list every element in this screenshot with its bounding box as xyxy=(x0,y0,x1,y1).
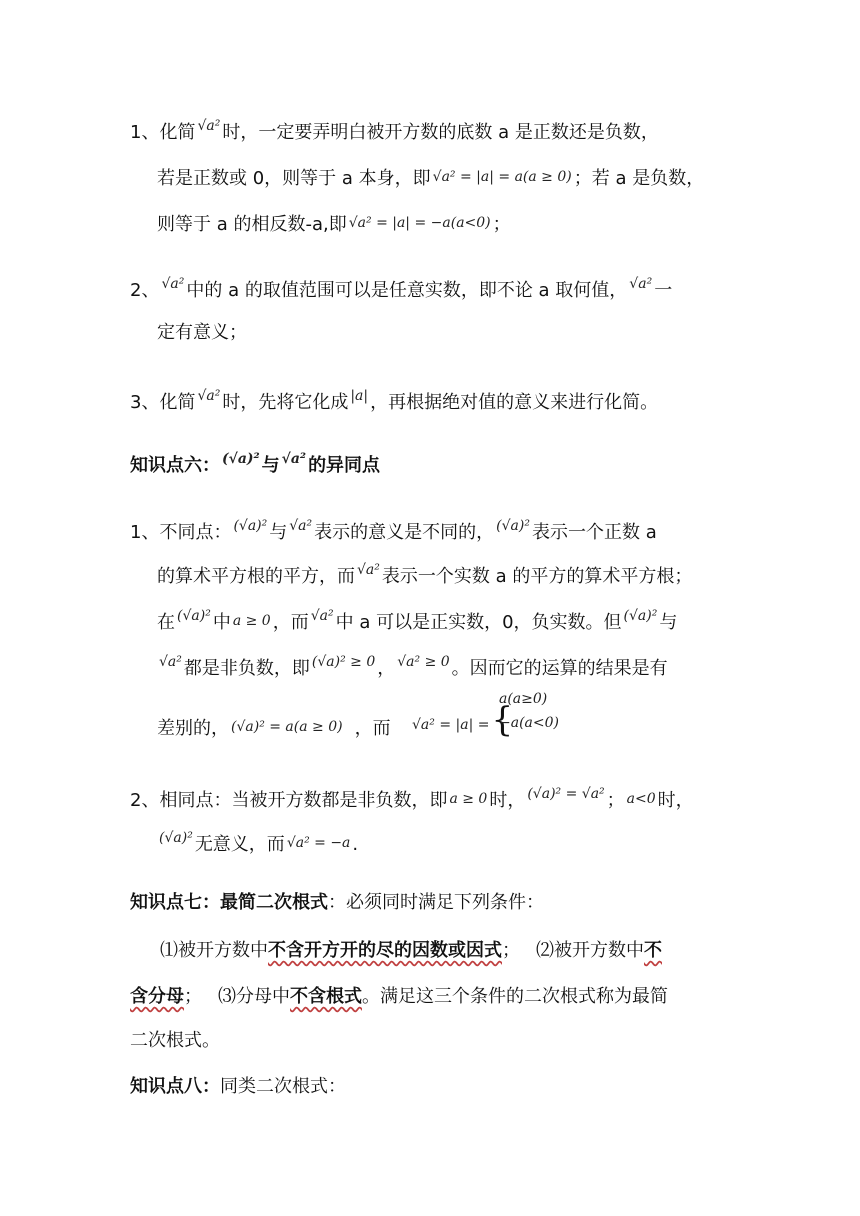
section-heading-8 xyxy=(130,1076,346,1098)
text: 。因而它的运算的结果是有 xyxy=(451,658,668,679)
text: 一 xyxy=(654,280,673,301)
text: ⑵被开方数中 xyxy=(536,940,644,961)
text: ； xyxy=(492,214,511,235)
text: 含分母 xyxy=(130,986,184,1007)
text: 的异同点 xyxy=(308,455,381,476)
text: 知识点六： xyxy=(130,455,220,476)
formula: (√a)² xyxy=(159,830,193,846)
text: ；若 a 是负数， xyxy=(573,168,705,189)
point1-line2 xyxy=(157,168,704,190)
formula: (√a)² = a(a ≥ 0) xyxy=(231,719,343,735)
text: 时，一定要弄明白被开方数的底数 a 是正数还是负数， xyxy=(222,122,659,143)
point3-line1 xyxy=(130,388,658,414)
text: ，而 xyxy=(272,612,309,633)
text: ：必须同时满足下列条件： xyxy=(328,892,544,913)
section-heading-7 xyxy=(130,892,544,914)
text: 1、不同点： xyxy=(130,522,232,543)
text: 定有意义； xyxy=(157,322,247,343)
formula: √a² xyxy=(197,388,221,404)
formula: (√a)² xyxy=(233,518,268,534)
text: 表示一个正数 a xyxy=(531,522,657,543)
formula: a ≥ 0 xyxy=(232,613,271,629)
formula: √a² xyxy=(281,451,307,467)
formula: √a² xyxy=(159,654,182,670)
text: 的算术平方根的平方，而 xyxy=(157,566,355,587)
text: 表示一个实数 a 的平方的算术平方根； xyxy=(381,566,693,587)
formula: a<0 xyxy=(626,791,656,807)
text: 在 xyxy=(157,612,175,633)
text: 1、化简 xyxy=(130,122,196,143)
formula: √a² xyxy=(310,608,334,624)
formula: √a² = |a| = xyxy=(412,717,490,733)
difference-line5 xyxy=(157,718,391,740)
text: 最简二次根式 xyxy=(220,892,328,913)
point1-line1 xyxy=(130,118,659,144)
piecewise-case2 xyxy=(497,714,561,736)
text: ⑴被开方数中 xyxy=(160,940,268,961)
difference-line2 xyxy=(157,562,692,588)
formula: a ≥ 0 xyxy=(449,791,488,807)
difference-line4 xyxy=(157,654,668,680)
text: 则等于 a 的相反数-a,即 xyxy=(157,214,347,235)
text: 2、相同点：当被开方数都是非负数，即 xyxy=(130,790,448,811)
formula: (√a)² xyxy=(222,451,260,467)
formula: √a² xyxy=(161,276,185,292)
text: 不含开方开的尽的因数或因式 xyxy=(268,940,502,961)
text: 时， xyxy=(657,790,694,811)
text: 与 xyxy=(659,612,678,633)
formula: |a| xyxy=(350,388,369,404)
text: 2、 xyxy=(130,280,160,301)
point2-line1 xyxy=(130,276,672,302)
text: 都是非负数，即 xyxy=(183,658,310,679)
text: 不含根式 xyxy=(290,986,362,1007)
formula: (√a)² xyxy=(496,518,530,534)
text: 与 xyxy=(261,455,280,476)
formula: −a(a<0) xyxy=(499,715,559,731)
formula: √a² xyxy=(629,276,653,292)
text: ； xyxy=(606,790,625,811)
text: 若是正数或 0，则等于 a 本身，即 xyxy=(157,168,431,189)
text: ； xyxy=(184,986,202,1007)
section-heading-6 xyxy=(130,451,380,477)
formula: √a² xyxy=(289,518,313,534)
text: 差别的， xyxy=(157,718,229,739)
text: ⑶分母中 xyxy=(218,986,290,1007)
text: 。满足这三个条件的二次根式称为最简 xyxy=(362,986,668,1007)
conditions-line2 xyxy=(130,986,668,1008)
conditions-line1 xyxy=(160,940,662,962)
text: . xyxy=(352,834,359,855)
difference-line3 xyxy=(157,608,677,634)
text: 同类二次根式： xyxy=(220,1076,346,1097)
text: 表示的意义是不同的， xyxy=(314,522,495,543)
formula: √a² ≥ 0 xyxy=(397,654,450,670)
formula: √a² = −a xyxy=(286,835,351,851)
text: ， xyxy=(377,658,396,679)
formula: √a² = |a| = a(a ≥ 0) xyxy=(432,169,572,185)
point1-line3 xyxy=(157,214,511,236)
text: ，而 xyxy=(354,718,391,739)
text: 时，先将它化成 xyxy=(222,392,349,413)
piecewise-case1 xyxy=(497,690,549,712)
formula: √a² xyxy=(357,562,380,578)
text: 知识点八： xyxy=(130,1076,220,1097)
similarity-line1 xyxy=(130,786,694,812)
difference-line1 xyxy=(130,518,657,544)
text: 与 xyxy=(269,522,288,543)
point2-line2 xyxy=(157,322,247,344)
text: 不 xyxy=(644,940,662,961)
brace-icon: { xyxy=(491,700,514,740)
text: 中 a 可以是正实数，0，负实数。但 xyxy=(335,612,622,633)
text: ，再根据绝对值的意义来进行化简。 xyxy=(370,392,659,413)
formula: (√a)² = √a² xyxy=(527,786,605,802)
formula: a(a≥0) xyxy=(499,691,548,707)
text: 二次根式。 xyxy=(130,1030,220,1051)
text: 中的 a 的取值范围可以是任意实数，即不论 a 取何值， xyxy=(186,280,628,301)
formula: (√a)² ≥ 0 xyxy=(311,654,376,670)
text: 时， xyxy=(489,790,526,811)
formula: (√a)² xyxy=(177,608,211,624)
text: ； xyxy=(502,940,520,961)
formula: (√a)² xyxy=(623,608,658,624)
text: 3、化简 xyxy=(130,392,196,413)
formula: √a² xyxy=(197,118,221,134)
conditions-line3 xyxy=(130,1030,220,1052)
text: 知识点七： xyxy=(130,892,220,913)
formula: √a² = |a| = −a(a<0) xyxy=(348,215,491,231)
text: 无意义，而 xyxy=(194,834,285,855)
text: 中 xyxy=(212,612,231,633)
similarity-line2 xyxy=(157,830,358,856)
